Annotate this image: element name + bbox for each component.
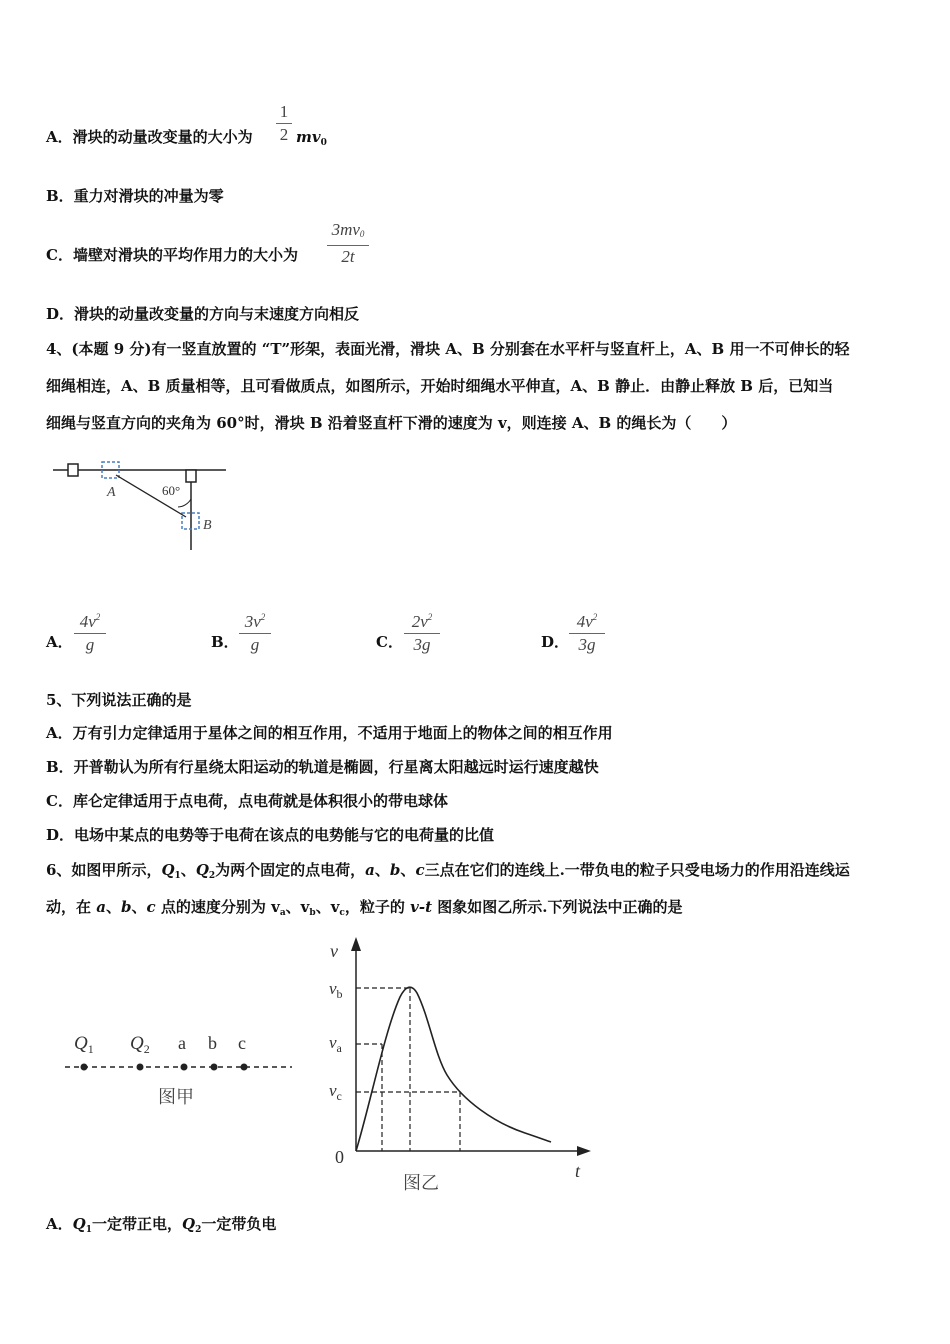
- q3-option-c: C．墙壁对滑块的平均作用力的大小为: [46, 246, 298, 264]
- t-axis-arrow: [577, 1146, 591, 1156]
- label-q1: $Q_1$: [74, 1033, 94, 1056]
- q5-option-a: A．万有引力定律适用于星体之间的相互作用，不适用于地面上的物体之间的相互作用: [46, 724, 613, 742]
- v-t-curve: [356, 987, 551, 1151]
- point-b: b: [389, 861, 401, 879]
- q6-option-a-text: 一定带正电，: [91, 1215, 182, 1233]
- fraction-numerator: 3mv: [331, 220, 360, 239]
- q5-stem: 5、下列说法正确的是: [46, 691, 192, 709]
- q6-option-a-text: A．: [46, 1215, 73, 1233]
- momentum-subscript: 0: [320, 138, 327, 148]
- q6-text: 、: [180, 861, 196, 879]
- fraction-denominator: 2: [279, 125, 289, 144]
- q4-stem-line3: 细绳与竖直方向的夹角为 60°时，滑块 B 沿着竖直杆下滑的速度为 v，则连接 A、B 的绳长为（ ）: [46, 414, 737, 432]
- va-label: $v_a$: [329, 1033, 342, 1055]
- point-c: c: [146, 898, 156, 916]
- q6-text: 点的速度分别为: [155, 898, 272, 916]
- q3-option-a-suffix: [296, 127, 327, 153]
- fraction-denominator: g: [85, 635, 95, 654]
- q6-text: 、: [131, 898, 147, 916]
- q4-option-b-fraction: [239, 607, 271, 655]
- vb-symbol: v: [300, 898, 310, 916]
- point-q2: [137, 1064, 144, 1071]
- q3-option-a-text: A．滑块的动量改变量的大小为: [46, 128, 253, 146]
- q3-option-a: [46, 127, 253, 147]
- junction-block: [186, 470, 196, 482]
- q2-symbol: Q: [195, 861, 209, 879]
- q1-symbol: Q: [161, 861, 175, 879]
- q4-t-frame-figure: [50, 455, 230, 555]
- label-b: B: [203, 518, 212, 533]
- fraction-denominator: 3g: [578, 635, 596, 654]
- q3-option-c-fraction: [327, 220, 369, 267]
- fraction-sup: 2: [260, 612, 266, 622]
- v-axis-label: v: [330, 941, 338, 961]
- fraction-denominator: 2t: [341, 247, 355, 266]
- vc-label: $v_c$: [329, 1081, 342, 1103]
- q6-stem-line2: [46, 897, 682, 923]
- t-axis-label: t: [575, 1161, 581, 1181]
- q4-option-a-label: A．: [46, 633, 73, 651]
- label-q2: $Q_2$: [130, 1033, 150, 1056]
- q6-text: 、: [315, 898, 331, 916]
- q4-option-a-fraction: [74, 607, 106, 655]
- q6-text: 、: [400, 861, 416, 879]
- q3-option-a-fraction: [276, 102, 292, 145]
- label-a: a: [178, 1033, 186, 1053]
- q2-symbol: Q: [182, 1215, 196, 1233]
- fraction-numerator: 4v: [576, 612, 593, 631]
- angle-arc: [178, 499, 191, 507]
- vb-subscript: b: [309, 908, 316, 918]
- vc-subscript: c: [339, 908, 345, 918]
- q6-stem-line1: [46, 860, 850, 886]
- fraction-sup: 2: [427, 612, 433, 622]
- point-b: [211, 1064, 218, 1071]
- q1-subscript: 1: [174, 871, 181, 881]
- va-symbol: v: [271, 898, 280, 916]
- vt-symbol: v-t: [410, 898, 433, 916]
- left-end-block: [68, 464, 78, 476]
- label-c: c: [238, 1033, 246, 1053]
- fraction-denominator: 3g: [413, 635, 431, 654]
- point-a: a: [96, 898, 106, 916]
- fraction-numerator: 1: [279, 102, 289, 121]
- q4-option-c-label: C．: [376, 633, 403, 651]
- label-b: b: [208, 1033, 217, 1053]
- q3-option-d: D．滑块的动量改变量的方向与末速度方向相反: [46, 305, 360, 323]
- fraction-numerator: 3v: [244, 612, 261, 631]
- point-c: c: [415, 861, 425, 879]
- fraction-numerator: 4v: [79, 612, 96, 631]
- q6-text: 6、如图甲所示，: [46, 861, 162, 879]
- fraction-numerator: 2v: [411, 612, 428, 631]
- vc-symbol: v: [330, 898, 340, 916]
- q4-stem-line1: 4、(本题 9 分)有一竖直放置的 “T”形架，表面光滑，滑块 A、B 分别套在水平杆与竖直杆上，A、B 用一不可伸长的轻: [46, 340, 850, 358]
- q4-option-d-label: D．: [541, 633, 570, 651]
- origin-label: 0: [335, 1147, 344, 1167]
- q3-option-b: B．重力对滑块的冲量为零: [46, 187, 224, 205]
- q2-subscript: 2: [195, 1225, 202, 1235]
- q6-text: 、: [105, 898, 121, 916]
- caption-jia: 图甲: [158, 1087, 194, 1108]
- momentum-symbol: mv: [296, 128, 321, 146]
- q1-symbol: Q: [72, 1215, 86, 1233]
- label-a: A: [107, 485, 116, 500]
- q4-option-c-fraction: [404, 607, 440, 655]
- q4-option-d-fraction: [569, 607, 605, 655]
- q6-text: 为两个固定的点电荷，: [215, 861, 366, 879]
- q2-subscript: 2: [208, 871, 216, 881]
- q4-stem-line2: 细绳相连，A、B 质量相等，且可看做质点，如图所示，开始时细绳水平伸直，A、B 静止．由静止释放 B 后，已知当: [46, 377, 834, 395]
- q5-option-d: D．电场中某点的电势等于电荷在该点的电势能与它的电荷量的比值: [46, 826, 495, 844]
- q6-text: 动，在: [46, 898, 97, 916]
- q6-text: 、: [285, 898, 301, 916]
- fraction-denominator: g: [250, 635, 260, 654]
- point-b: b: [120, 898, 132, 916]
- q4-option-b-label: B．: [211, 633, 239, 651]
- q6-option-a-text: 一定带负电: [201, 1215, 277, 1233]
- fraction-sup: 2: [95, 612, 101, 622]
- q6-text: 图象如图乙所示.下列说法中正确的是: [432, 898, 683, 916]
- fraction-sup: 2: [592, 612, 598, 622]
- q1-subscript: 1: [85, 1225, 92, 1235]
- fraction-numerator-sub: 0: [359, 229, 365, 239]
- q6-figure-jia: [60, 1025, 300, 1115]
- point-q1: [81, 1064, 88, 1071]
- v-axis-arrow: [351, 937, 361, 951]
- point-a: a: [365, 861, 375, 879]
- caption-yi: 图乙: [403, 1173, 439, 1194]
- point-c: [241, 1064, 248, 1071]
- angle-label: 60°: [162, 483, 181, 498]
- q6-option-a: [46, 1214, 276, 1240]
- q6-text: ，粒子的: [344, 898, 411, 916]
- q5-option-b: B．开普勒认为所有行星绕太阳运动的轨道是椭圆，行星离太阳越远时运行速度越快: [46, 758, 599, 776]
- va-subscript: a: [279, 908, 286, 918]
- q6-text: 三点在它们的连线上.一带负电的粒子只受电场力的作用沿连线运: [424, 861, 850, 879]
- q6-figure-yi: [325, 935, 595, 1200]
- point-a: [181, 1064, 188, 1071]
- q6-text: 、: [374, 861, 390, 879]
- q5-option-c: C．库仑定律适用于点电荷，点电荷就是体积很小的带电球体: [46, 792, 448, 810]
- vb-label: $v_b$: [329, 979, 343, 1001]
